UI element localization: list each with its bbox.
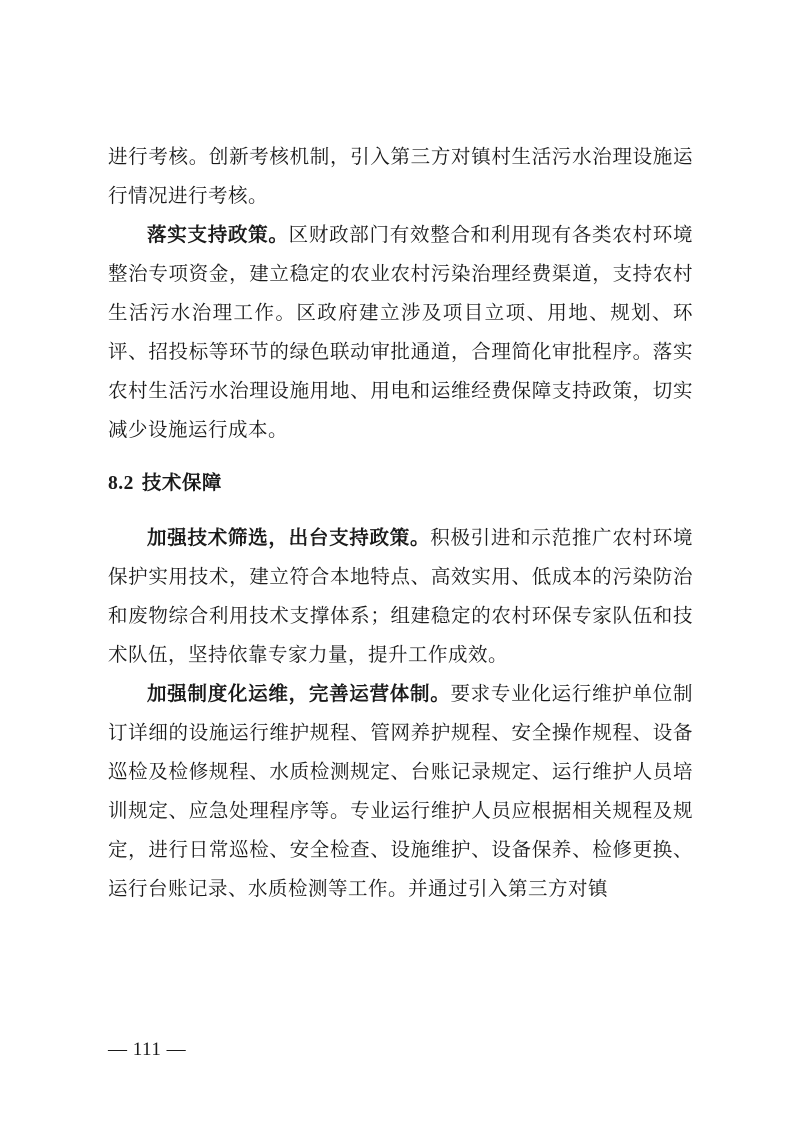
paragraph-operation-system <box>108 674 693 908</box>
paragraph-support-policy <box>108 215 693 449</box>
paragraph-lead: 加强制度化运维，完善运营体制。 <box>147 682 451 705</box>
paragraph-tech-screening <box>108 518 693 674</box>
paragraph-text: 积极引进和示范推广农村环境保护实用技术，建立符合本地特点、高效实用、低成本的污染防治和废物综合利用技术支撑体系；组建稳定的农村环保专家队伍和技术队伍，坚持依靠专家力量，提升工作成效。 <box>108 526 693 666</box>
section-title: 技术保障 <box>141 471 222 494</box>
paragraph-continued <box>108 137 693 215</box>
section-heading <box>108 459 693 508</box>
section-number: 8.2 <box>108 473 134 494</box>
paragraph-lead: 落实支持政策。 <box>147 223 289 246</box>
page-content <box>108 137 693 908</box>
paragraph-lead: 加强技术筛选，出台支持政策。 <box>147 526 431 549</box>
paragraph-text: 要求专业化运行维护单位制订详细的设施运行维护规程、管网养护规程、安全操作规程、设备巡检及检修规程、水质检测规定、台账记录规定、运行维护人员培训规定、应急处理程序等。专业运行维护人员应根据相关规程及规定，进行日常巡检、安全检查、设施维护、设备保养、检修更换、运行台账记录、水质检测等工作。并通过引入第三方对镇 <box>108 682 693 900</box>
page-number: — 111 — <box>108 1039 187 1060</box>
paragraph-text: 区财政部门有效整合和利用现有各类农村环境整治专项资金，建立稳定的农业农村污染治理经费渠道，支持农村生活污水治理工作。区政府建立涉及项目立项、用地、规划、环评、招投标等环节的绿色联动审批通道，合理简化审批程序。落实农村生活污水治理设施用地、用电和运维经费保障支持政策，切实减少设施运行成本。 <box>108 223 693 441</box>
paragraph-text: 进行考核。创新考核机制，引入第三方对镇村生活污水治理设施运行情况进行考核。 <box>108 145 693 207</box>
